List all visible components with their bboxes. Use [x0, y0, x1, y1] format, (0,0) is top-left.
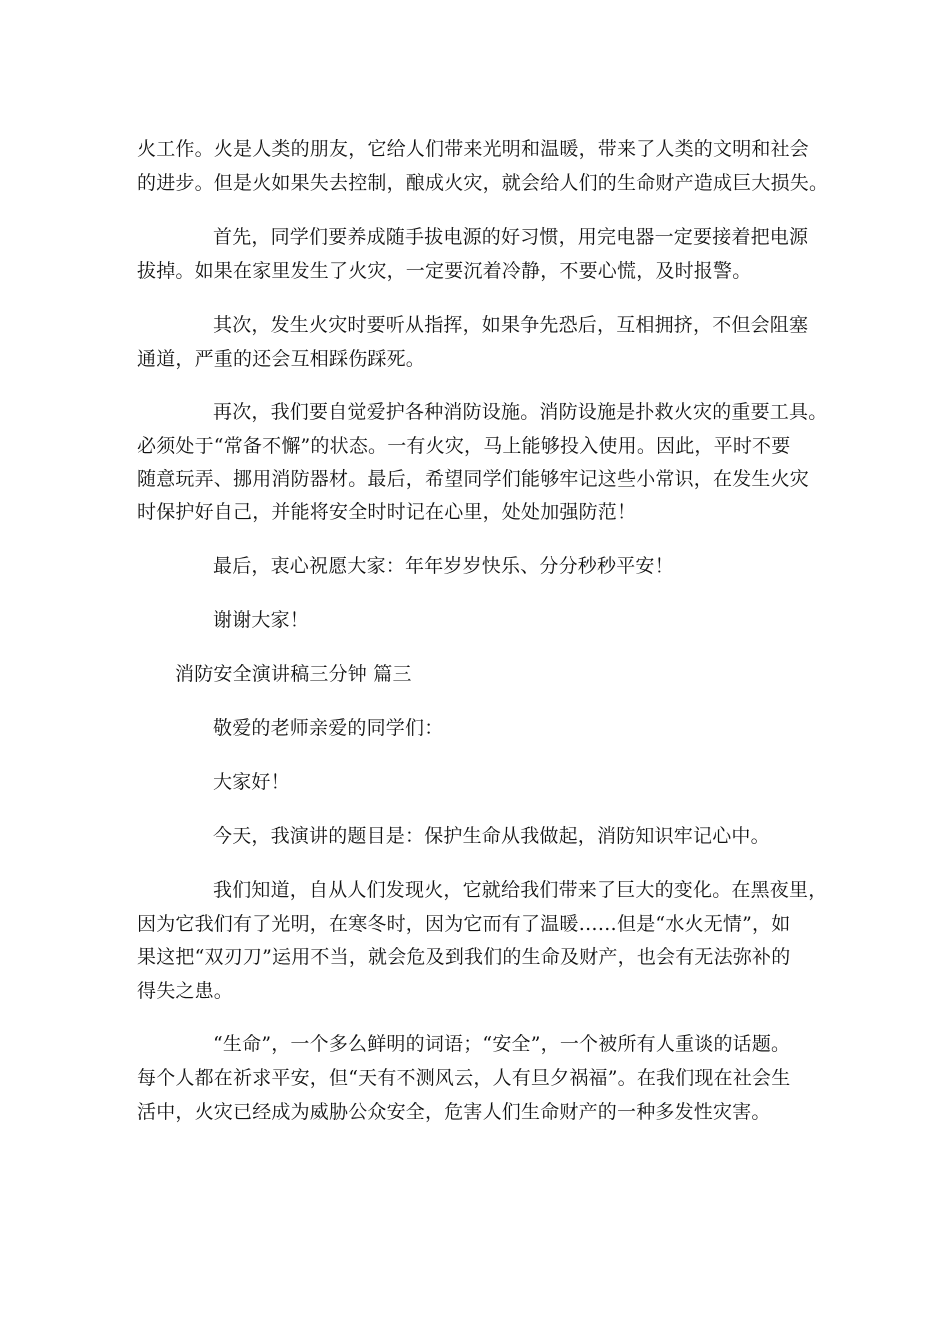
- p5-line-1: 最后，衷心祝愿大家：年年岁岁快乐、分分秒秒平安！: [213, 555, 674, 577]
- p1-line-1: 火工作。火是人类的朋友，它给人们带来光明和温暖，带来了人类的文明和社会: [137, 138, 810, 160]
- p10-line-4: 得失之患。: [137, 980, 234, 1002]
- p10-line-3: 果这把“双刃刀”运用不当，就会危及到我们的生命及财产，也会有无法弥补的: [137, 946, 791, 968]
- p4-line-4: 时保护好自己，并能将安全时时记在心里，处处加强防范！: [137, 501, 637, 523]
- p3-line-1: 其次，发生火灾时要听从指挥，如果争先恐后，互相拥挤，不但会阻塞: [213, 314, 809, 336]
- p10-line-1: 我们知道，自从人们发现火，它就给我们带来了巨大的变化。在黑夜里，: [213, 879, 828, 901]
- greeting-line: 敬爱的老师亲爱的同学们：: [213, 717, 444, 739]
- p4-line-1: 再次，我们要自觉爱护各种消防设施。消防设施是扑救火灾的重要工具。: [213, 401, 828, 423]
- p3-line-2: 通道，严重的还会互相踩伤踩死。: [137, 348, 426, 370]
- section-heading: 消防安全演讲稿三分钟 篇三: [175, 663, 412, 685]
- p2-line-1: 首先，同学们要养成随手拔电源的好习惯，用完电器一定要接着把电源: [213, 226, 809, 248]
- p4-line-2: 必须处于“常备不懈”的状态。一有火灾，马上能够投入使用。因此，平时不要: [137, 435, 791, 457]
- p4-line-3: 随意玩弄、挪用消防器材。最后，希望同学们能够牢记这些小常识，在发生火灾: [137, 468, 810, 490]
- p1-line-2: 的进步。但是火如果失去控制，酿成火灾，就会给人们的生命财产造成巨大损失。: [137, 172, 829, 194]
- p10-line-2: 因为它我们有了光明，在寒冬时，因为它而有了温暖……但是“水火无情”，如: [137, 913, 791, 935]
- hello-line: 大家好！: [213, 771, 290, 793]
- p11-line-2: 每个人都在祈求平安，但“天有不测风云，人有旦夕祸福”。在我们现在社会生: [137, 1067, 791, 1089]
- p9-line-1: 今天，我演讲的题目是：保护生命从我做起，消防知识牢记心中。: [213, 825, 770, 847]
- p11-line-3: 活中，火灾已经成为威胁公众安全，危害人们生命财产的一种多发性灾害。: [137, 1101, 771, 1123]
- p6-line-1: 谢谢大家！: [213, 609, 310, 631]
- p11-line-1: “生命”，一个多么鲜明的词语；“安全”，一个被所有人重谈的话题。: [213, 1033, 791, 1055]
- p2-line-2: 拔掉。如果在家里发生了火灾，一定要沉着冷静，不要心慌，及时报警。: [137, 260, 752, 282]
